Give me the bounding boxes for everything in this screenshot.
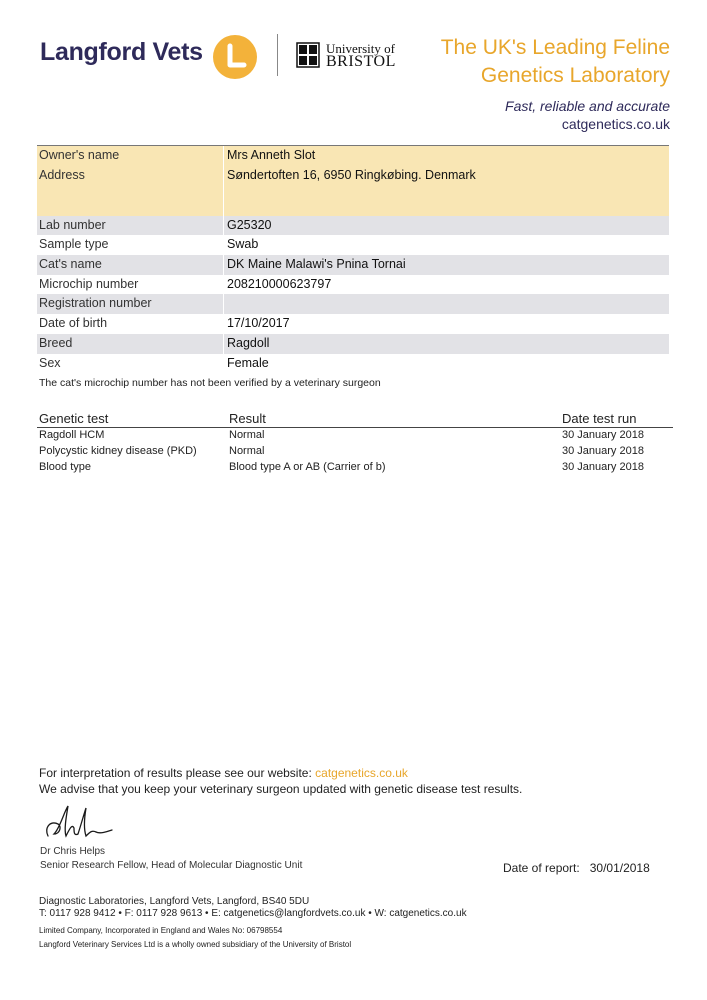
test-date: 30 January 2018	[562, 429, 644, 441]
table-row	[37, 460, 673, 476]
interpretation-line	[39, 766, 408, 780]
detail-value: 17/10/2017	[227, 316, 290, 331]
header-date-test-run: Date test run	[562, 411, 637, 426]
tests-header-row	[37, 410, 673, 428]
detail-label: Sample type	[39, 237, 109, 252]
bristol-name-text: BRISTOL	[326, 53, 396, 70]
langford-vets-logo: Langford Vets	[40, 38, 203, 66]
company-line: Limited Company, Incorporated in England and Wales No: 06798554	[39, 926, 283, 935]
detail-label: Date of birth	[39, 316, 108, 331]
detail-value: Ragdoll	[227, 335, 270, 350]
test-name: Polycystic kidney disease (PKD)	[39, 445, 197, 457]
tagline-line-1: The UK's Leading Feline	[440, 36, 670, 59]
genetic-tests-table	[37, 410, 673, 476]
subsidiary-line: Langford Veterinary Services Ltd is a wholly owned subsidiary of the University of Bristol	[39, 940, 352, 949]
bristol-crest-icon	[296, 42, 320, 68]
header-divider	[277, 34, 278, 76]
details-row-dob	[37, 314, 669, 334]
detail-label: Owner's name	[39, 148, 120, 162]
interpretation-link[interactable]: catgenetics.co.uk	[315, 766, 408, 780]
detail-label: Lab number	[39, 217, 106, 232]
details-row-sample-type	[37, 235, 669, 255]
detail-label: Cat's name	[39, 257, 102, 272]
header	[0, 0, 707, 140]
report-date	[503, 861, 650, 875]
detail-value: G25320	[227, 217, 272, 232]
details-row-lab-number	[37, 216, 669, 236]
langford-l-glyph-icon	[213, 35, 257, 79]
signer-name: Dr Chris Helps	[40, 846, 106, 857]
test-result: Normal	[229, 445, 265, 457]
cat-details-table	[37, 145, 669, 373]
tagline-line-2: Genetics Laboratory	[480, 64, 670, 87]
header-result: Result	[229, 411, 266, 426]
detail-value: Female	[227, 355, 269, 370]
contact-line: T: 0117 928 9412 • F: 0117 928 9613 • E: catgenetics@langfordvets.co.uk • W: catgenetics.co.uk	[39, 908, 467, 919]
table-row	[37, 428, 673, 444]
header-genetic-test: Genetic test	[39, 411, 109, 426]
interpretation-text: For interpretation of results please see our website:	[39, 766, 312, 780]
header-website[interactable]: catgenetics.co.uk	[561, 116, 670, 132]
microchip-note: The cat's microchip number has not been verified by a veterinary surgeon	[39, 377, 381, 389]
signer-title: Senior Research Fellow, Head of Molecular Diagnostic Unit	[40, 860, 303, 871]
detail-value: DK Maine Malawi's Pnina Tornai	[227, 257, 406, 272]
details-row-microchip	[37, 275, 669, 295]
detail-value: Swab	[227, 237, 259, 252]
details-row-owner	[37, 146, 669, 166]
advice-text: We advise that you keep your veterinary surgeon updated with genetic disease test results.	[39, 782, 523, 796]
detail-label: Address	[39, 167, 85, 182]
report-date-label: Date of report:	[503, 861, 580, 875]
langford-logo-icon	[213, 35, 257, 79]
details-row-cat-name	[37, 255, 669, 275]
report-date-value: 30/01/2018	[589, 861, 650, 875]
detail-value: Mrs Anneth Slot	[227, 148, 316, 162]
details-row-sex	[37, 354, 669, 374]
tagline-subtitle: Fast, reliable and accurate	[505, 98, 670, 114]
test-name: Blood type	[39, 461, 91, 473]
detail-value: Søndertoften 16, 6950 Ringkøbing. Denmark	[227, 167, 476, 182]
details-row-breed	[37, 334, 669, 354]
signature-icon	[40, 798, 130, 844]
university-of-bristol-logo	[296, 40, 406, 72]
detail-label: Microchip number	[39, 276, 139, 291]
details-row-address	[37, 166, 669, 216]
details-row-registration	[37, 294, 669, 314]
test-name: Ragdoll HCM	[39, 429, 105, 441]
detail-label: Registration number	[39, 296, 152, 311]
test-result: Normal	[229, 429, 265, 441]
bristol-university-text: University of	[326, 41, 395, 56]
table-row	[37, 444, 673, 460]
test-date: 30 January 2018	[562, 445, 644, 457]
detail-label: Sex	[39, 355, 61, 370]
detail-label: Breed	[39, 335, 73, 350]
test-result: Blood type A or AB (Carrier of b)	[229, 461, 386, 473]
detail-value: 208210000623797	[227, 276, 332, 291]
lab-address: Diagnostic Laboratories, Langford Vets, Langford, BS40 5DU	[39, 896, 310, 907]
test-date: 30 January 2018	[562, 461, 644, 473]
